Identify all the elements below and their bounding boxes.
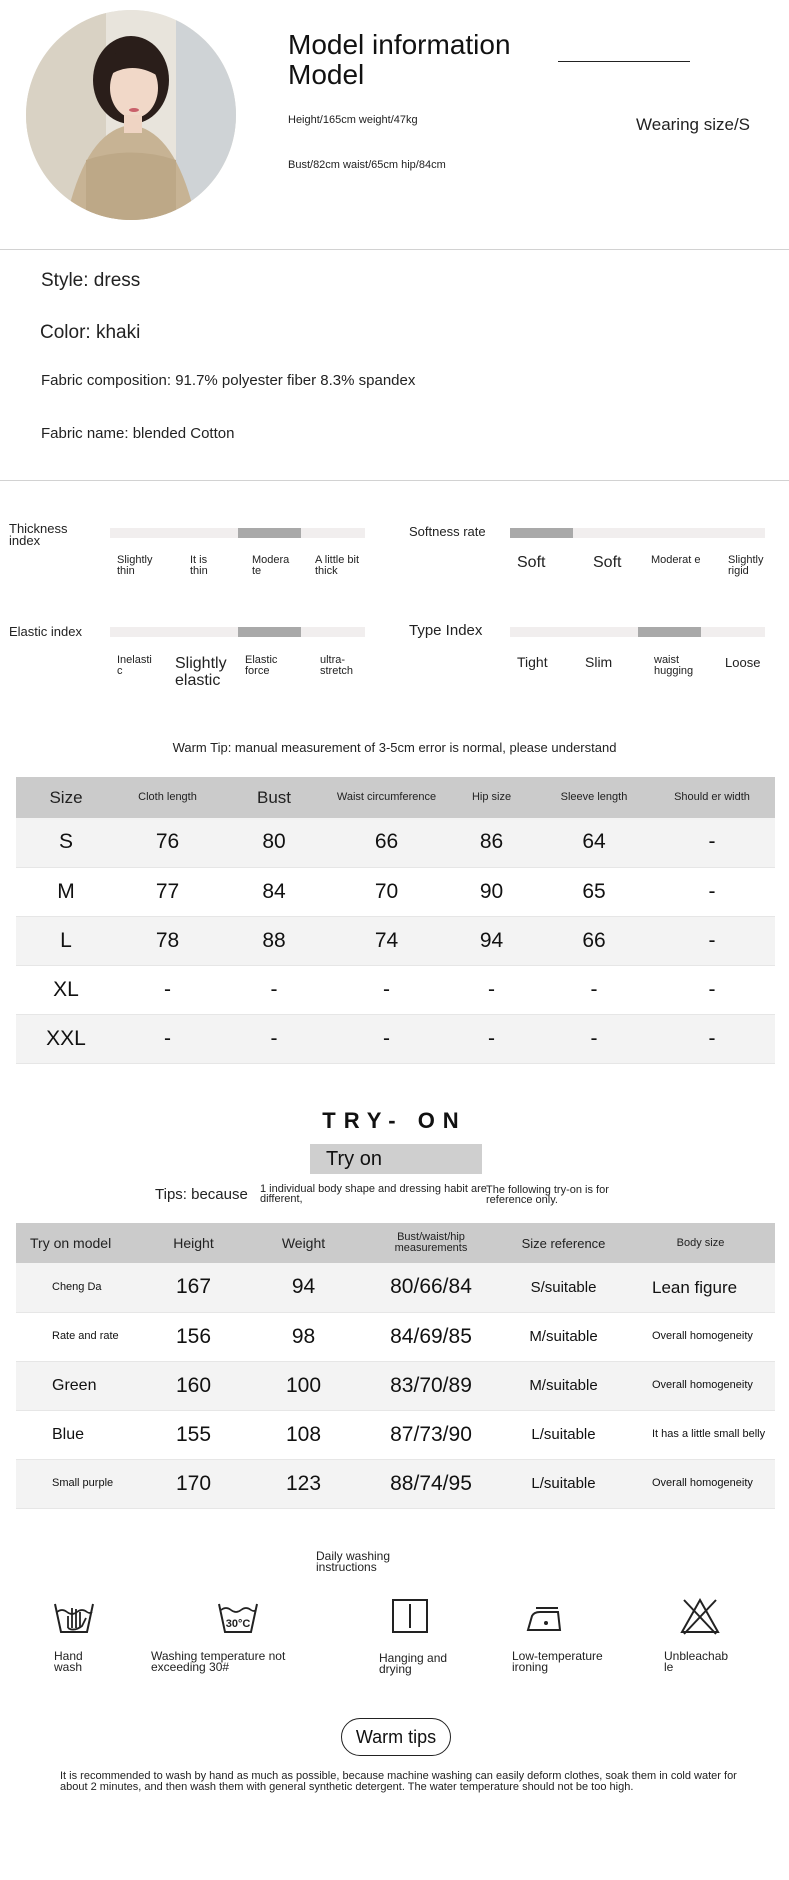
table-cell: 65 — [539, 867, 649, 916]
tryon-col-header: Height — [141, 1223, 246, 1263]
table-row — [16, 965, 775, 1014]
table-row — [16, 916, 775, 965]
tryon-model-name: Rate and rate — [16, 1312, 141, 1361]
model-photo — [26, 10, 236, 220]
tryon-table-header — [16, 1223, 775, 1263]
tryon-model-name: Small purple — [16, 1459, 141, 1508]
table-row — [16, 1459, 775, 1508]
model-height-weight: Height/165cm weight/47kg — [288, 114, 418, 126]
table-cell: - — [116, 1014, 219, 1063]
index-option: Elastic force — [245, 654, 278, 677]
divider — [0, 480, 789, 481]
divider — [0, 249, 789, 250]
table-cell: XXL — [16, 1014, 116, 1063]
table-cell: 84/69/85 — [361, 1312, 501, 1361]
table-cell: Overall homogeneity — [626, 1312, 775, 1361]
table-cell: 78 — [116, 916, 219, 965]
thickness-index-bar — [110, 528, 365, 538]
table-cell: 80/66/84 — [361, 1263, 501, 1312]
softness-rate-bar — [510, 528, 765, 538]
tryon-table — [16, 1223, 775, 1509]
tryon-model-name: Green — [16, 1361, 141, 1410]
table-row — [16, 1361, 775, 1410]
tryon-tips-mid: 1 individual body shape and dressing habit are different, — [260, 1183, 487, 1205]
table-cell: M — [16, 867, 116, 916]
tryon-col-header: Bust/waist/hip measurements — [361, 1223, 501, 1263]
tryon-col-header: Weight — [246, 1223, 361, 1263]
wash-label: Hanging and drying — [379, 1651, 448, 1676]
index-option: Soft — [593, 554, 622, 571]
table-cell: 160 — [141, 1361, 246, 1410]
table-cell: 88/74/95 — [361, 1459, 501, 1508]
model-measurements: Bust/82cm waist/65cm hip/84cm — [288, 159, 446, 171]
wash-label: Unbleachab le — [664, 1649, 729, 1674]
table-cell: 90 — [444, 867, 539, 916]
table-cell: - — [649, 867, 775, 916]
wash-temp-label: 30°C — [225, 1618, 251, 1630]
size-table-header — [16, 777, 775, 818]
table-row — [16, 818, 775, 867]
table-cell: 156 — [141, 1312, 246, 1361]
table-cell: L/suitable — [501, 1410, 626, 1459]
table-cell: 83/70/89 — [361, 1361, 501, 1410]
product-style: Style: dress — [41, 270, 141, 291]
table-cell: S — [16, 818, 116, 867]
index-option: Modera te — [252, 554, 290, 577]
table-row — [16, 1410, 775, 1459]
table-cell: 94 — [246, 1263, 361, 1312]
size-col-header: Should er width — [649, 777, 775, 818]
table-cell: L/suitable — [501, 1459, 626, 1508]
table-cell: 123 — [246, 1459, 361, 1508]
index-option: Loose — [725, 655, 761, 670]
table-cell: 108 — [246, 1410, 361, 1459]
table-cell: 77 — [116, 867, 219, 916]
table-cell: 86 — [444, 818, 539, 867]
index-option: A little bit thick — [315, 554, 360, 577]
size-col-header: Waist circumference — [329, 777, 444, 818]
table-cell: Overall homogeneity — [626, 1459, 775, 1508]
title-rule — [558, 61, 690, 62]
table-cell: - — [444, 965, 539, 1014]
table-cell: S/suitable — [501, 1263, 626, 1312]
thickness-index-selected — [238, 528, 301, 538]
index-option: Soft — [517, 554, 546, 571]
tryon-col-header: Try on model — [16, 1223, 141, 1263]
model-info-title — [288, 30, 568, 90]
table-cell: - — [329, 965, 444, 1014]
index-option: ultra-stretch — [320, 654, 354, 677]
wash-label: Low-temperature ironing — [512, 1649, 603, 1674]
type-index-label: Type Index — [409, 622, 483, 639]
table-cell: It has a little small belly — [626, 1410, 775, 1459]
index-option: Slightly thin — [117, 554, 153, 577]
fabric-composition: Fabric composition: 91.7% polyester fiber 8.3% spandex — [41, 372, 416, 389]
table-cell: 64 — [539, 818, 649, 867]
table-cell: - — [649, 916, 775, 965]
elastic-index-selected — [238, 627, 301, 637]
elastic-index-bar — [110, 627, 365, 637]
table-row — [16, 1263, 775, 1312]
table-cell: 66 — [329, 818, 444, 867]
no-bleach-icon — [678, 1596, 722, 1636]
model-title-line2: Model — [288, 59, 365, 90]
index-option: Inelasti c — [117, 654, 152, 677]
hand-wash-icon — [52, 1598, 96, 1638]
table-cell: 74 — [329, 916, 444, 965]
table-cell: L — [16, 916, 116, 965]
warm-tip-measurement: Warm Tip: manual measurement of 3-5cm error is normal, please understand — [172, 740, 617, 755]
table-cell: 155 — [141, 1410, 246, 1459]
table-cell: XL — [16, 965, 116, 1014]
table-cell: 87/73/90 — [361, 1410, 501, 1459]
size-col-header: Cloth length — [116, 777, 219, 818]
product-color: Color: khaki — [40, 322, 141, 343]
table-cell: M/suitable — [501, 1361, 626, 1410]
low-iron-icon — [522, 1600, 566, 1640]
table-cell: - — [649, 818, 775, 867]
table-cell: - — [649, 1014, 775, 1063]
type-index-selected — [638, 627, 701, 637]
wash-30-icon — [216, 1598, 260, 1638]
elastic-index-label: Elastic index — [9, 624, 82, 639]
hang-dry-icon — [388, 1596, 432, 1636]
index-option: Slightly rigid — [728, 554, 764, 577]
size-col-header: Size — [16, 777, 116, 818]
softness-rate-selected — [510, 528, 573, 538]
size-col-header: Sleeve length — [539, 777, 649, 818]
table-cell: M/suitable — [501, 1312, 626, 1361]
table-cell: - — [539, 965, 649, 1014]
tryon-col-header: Size reference — [501, 1223, 626, 1263]
warm-tips-title: Warm tips — [341, 1718, 451, 1756]
tryon-col-header: Body size — [626, 1223, 775, 1263]
size-col-header: Bust — [219, 777, 329, 818]
softness-rate-label: Softness rate — [409, 524, 486, 539]
index-option: Tight — [517, 654, 548, 670]
index-option: It is thin — [190, 554, 208, 577]
tryon-tips-right: The following try-on is for reference only. — [486, 1184, 609, 1206]
table-cell: - — [219, 965, 329, 1014]
table-cell: 170 — [141, 1459, 246, 1508]
washing-title: Daily washing instructions — [316, 1549, 391, 1574]
table-cell: Overall homogeneity — [626, 1361, 775, 1410]
table-cell: - — [219, 1014, 329, 1063]
size-col-header: Hip size — [444, 777, 539, 818]
wash-label: Hand wash — [54, 1649, 83, 1674]
table-cell: 88 — [219, 916, 329, 965]
table-cell: Lean figure — [626, 1263, 775, 1312]
model-title-line1: Model information — [288, 29, 511, 60]
fabric-name: Fabric name: blended Cotton — [41, 425, 235, 442]
wearing-size: Wearing size/S — [636, 115, 751, 134]
tryon-badge: Try on — [310, 1144, 482, 1174]
index-option: Slightly elastic — [175, 655, 227, 689]
table-cell: 80 — [219, 818, 329, 867]
table-cell: 66 — [539, 916, 649, 965]
table-cell: - — [649, 965, 775, 1014]
table-cell: 70 — [329, 867, 444, 916]
table-cell: - — [539, 1014, 649, 1063]
type-index-bar — [510, 627, 765, 637]
table-cell: 98 — [246, 1312, 361, 1361]
table-cell: 94 — [444, 916, 539, 965]
table-row — [16, 1312, 775, 1361]
tryon-tips-prefix: Tips: because — [155, 1186, 248, 1203]
table-cell: - — [444, 1014, 539, 1063]
tryon-model-name: Cheng Da — [16, 1263, 141, 1312]
size-table — [16, 777, 775, 1064]
thickness-index-label: Thickness index — [9, 521, 68, 548]
wash-label: Washing temperature not exceeding 30# — [151, 1649, 286, 1674]
index-option: waist hugging — [654, 654, 694, 677]
table-row — [16, 1014, 775, 1063]
tryon-model-name: Blue — [16, 1410, 141, 1459]
table-cell: 100 — [246, 1361, 361, 1410]
table-cell: 167 — [141, 1263, 246, 1312]
table-row — [16, 867, 775, 916]
table-cell: 84 — [219, 867, 329, 916]
index-option: Moderat e — [651, 554, 701, 566]
warm-tips-text: It is recommended to wash by hand as much as possible, because machine washing can easily deform clothes, soak them in cold water for about 2 minutes, and then wash them with general synthetic detergent. The water temperature should not be too high. — [60, 1770, 737, 1793]
index-option: Slim — [585, 654, 613, 670]
table-cell: - — [329, 1014, 444, 1063]
tryon-title: TRY- ON — [322, 1108, 467, 1133]
table-cell: 76 — [116, 818, 219, 867]
table-cell: - — [116, 965, 219, 1014]
